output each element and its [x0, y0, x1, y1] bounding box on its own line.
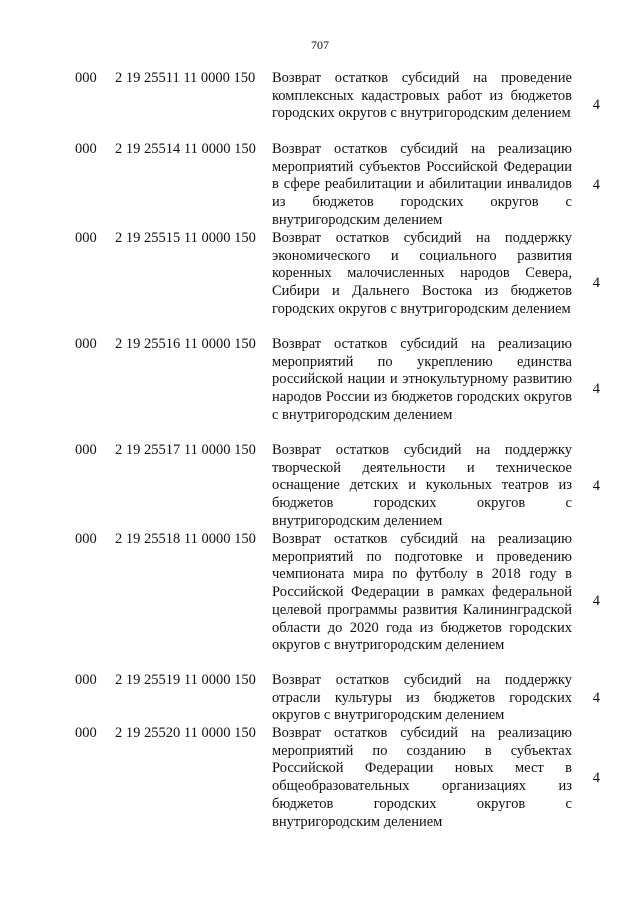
admin-code: 000	[75, 725, 97, 741]
table-row	[0, 442, 640, 531]
admin-code: 000	[75, 336, 97, 352]
admin-code: 000	[75, 70, 97, 86]
budget-classification-code: 2 19 25518 11 0000 150	[115, 531, 256, 547]
row-value: 4	[592, 274, 600, 291]
row-value: 4	[592, 380, 600, 397]
budget-code-table	[0, 70, 640, 831]
table-row	[0, 230, 640, 336]
budget-classification-code: 2 19 25520 11 0000 150	[115, 725, 256, 741]
row-value: 4	[592, 593, 600, 609]
admin-code: 000	[75, 531, 97, 547]
budget-classification-code: 2 19 25511 11 0000 150	[115, 70, 256, 86]
admin-code: 000	[75, 141, 97, 157]
row-description: Возврат остатков субсидий на реализацию мероприятий по созданию в субъектах Российской Федерации новых мест в общеобразовательных организациях из бюджетов городских округов с внутригородским делением	[272, 725, 572, 830]
table-row	[0, 141, 640, 230]
page-number: 707	[311, 38, 329, 52]
row-value: 4	[592, 478, 600, 494]
admin-code: 000	[75, 230, 97, 246]
budget-classification-code: 2 19 25514 11 0000 150	[115, 141, 256, 157]
table-row	[0, 70, 640, 141]
table-row	[0, 725, 640, 831]
table-row	[0, 336, 640, 442]
row-description: Возврат остатков субсидий на реализацию мероприятий субъектов Российской Федерации в сфере реабилитации и абилитации инвалидов из бюджетов городских округов с внутригородским делением	[272, 141, 572, 228]
row-description: Возврат остатков субсидий на поддержку отрасли культуры из бюджетов городских округов с внутригородским делением	[272, 672, 572, 724]
table-row	[0, 672, 640, 725]
row-value: 4	[592, 177, 600, 193]
budget-classification-code: 2 19 25515 11 0000 150	[115, 230, 256, 246]
admin-code: 000	[75, 442, 97, 458]
row-description: Возврат остатков субсидий на реализацию мероприятий по укреплению единства российской нации и этнокультурному развитию народов России из бюджетов городских округов с внутригородским делением	[272, 336, 572, 423]
budget-classification-code: 2 19 25516 11 0000 150	[115, 336, 256, 352]
row-value: 4	[592, 769, 600, 786]
row-description: Возврат остатков субсидий на поддержку творческой деятельности и техническое оснащение детских и кукольных театров из бюджетов городских округов с внутригородским делением	[272, 442, 572, 529]
budget-classification-code: 2 19 25519 11 0000 150	[115, 672, 256, 688]
row-value: 4	[592, 97, 600, 113]
row-description: Возврат остатков субсидий на проведение комплексных кадастровых работ из бюджетов городских округов с внутригородским делением	[272, 70, 572, 122]
row-value: 4	[592, 690, 600, 706]
row-description: Возврат остатков субсидий на реализацию мероприятий по подготовке и проведению чемпионата мира по футболу в 2018 году в Российской Федерации в рамках федеральной целевой программы развития Калининградской области до 2020 года из бюджетов городских округов с внутригородским делением	[272, 531, 572, 654]
table-row	[0, 531, 640, 672]
budget-classification-code: 2 19 25517 11 0000 150	[115, 442, 256, 458]
admin-code: 000	[75, 672, 97, 688]
row-description: Возврат остатков субсидий на поддержку экономического и социального развития коренных малочисленных народов Севера, Сибири и Дальнего Востока из бюджетов городских округов с внутригородским делением	[272, 230, 572, 317]
